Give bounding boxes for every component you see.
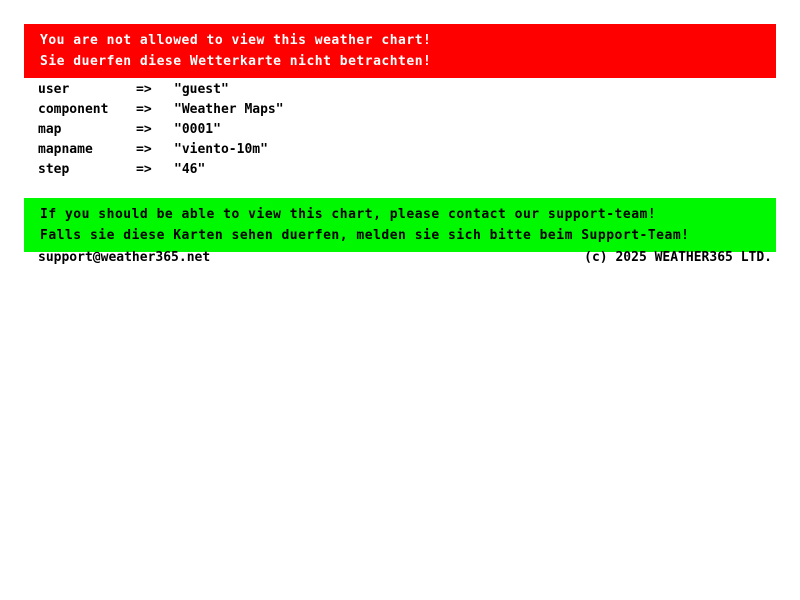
error-banner-line-de: Sie duerfen diese Wetterkarte nicht betrachten! [40, 54, 432, 69]
error-banner [24, 24, 776, 78]
parameter-value: "guest" [174, 82, 229, 97]
parameter-row-step [38, 160, 738, 180]
parameter-list [38, 80, 738, 180]
support-banner [24, 198, 776, 252]
copyright-text: (c) 2025 WEATHER365 LTD. [584, 250, 772, 265]
parameter-key: map [38, 122, 62, 137]
parameter-arrow: => [136, 102, 152, 117]
parameter-arrow: => [136, 162, 152, 177]
parameter-arrow: => [136, 142, 152, 157]
parameter-row-user [38, 80, 738, 100]
parameter-row-component [38, 100, 738, 120]
parameter-value: "46" [174, 162, 206, 177]
parameter-key: component [38, 102, 109, 117]
parameter-key: step [38, 162, 70, 177]
parameter-arrow: => [136, 122, 152, 137]
support-banner-line-de: Falls sie diese Karten sehen duerfen, melden sie sich bitte beim Support-Team! [40, 228, 690, 243]
parameter-row-map [38, 120, 738, 140]
parameter-value: "viento-10m" [174, 142, 268, 157]
parameter-value: "0001" [174, 122, 221, 137]
parameter-value: "Weather Maps" [174, 102, 284, 117]
parameter-arrow: => [136, 82, 152, 97]
parameter-key: user [38, 82, 70, 97]
error-banner-line-en: You are not allowed to view this weather chart! [40, 33, 432, 48]
parameter-row-mapname [38, 140, 738, 160]
footer [38, 250, 772, 265]
support-email-link[interactable]: support@weather365.net [38, 250, 211, 265]
parameter-key: mapname [38, 142, 93, 157]
support-banner-line-en: If you should be able to view this chart, please contact our support-team! [40, 207, 657, 222]
